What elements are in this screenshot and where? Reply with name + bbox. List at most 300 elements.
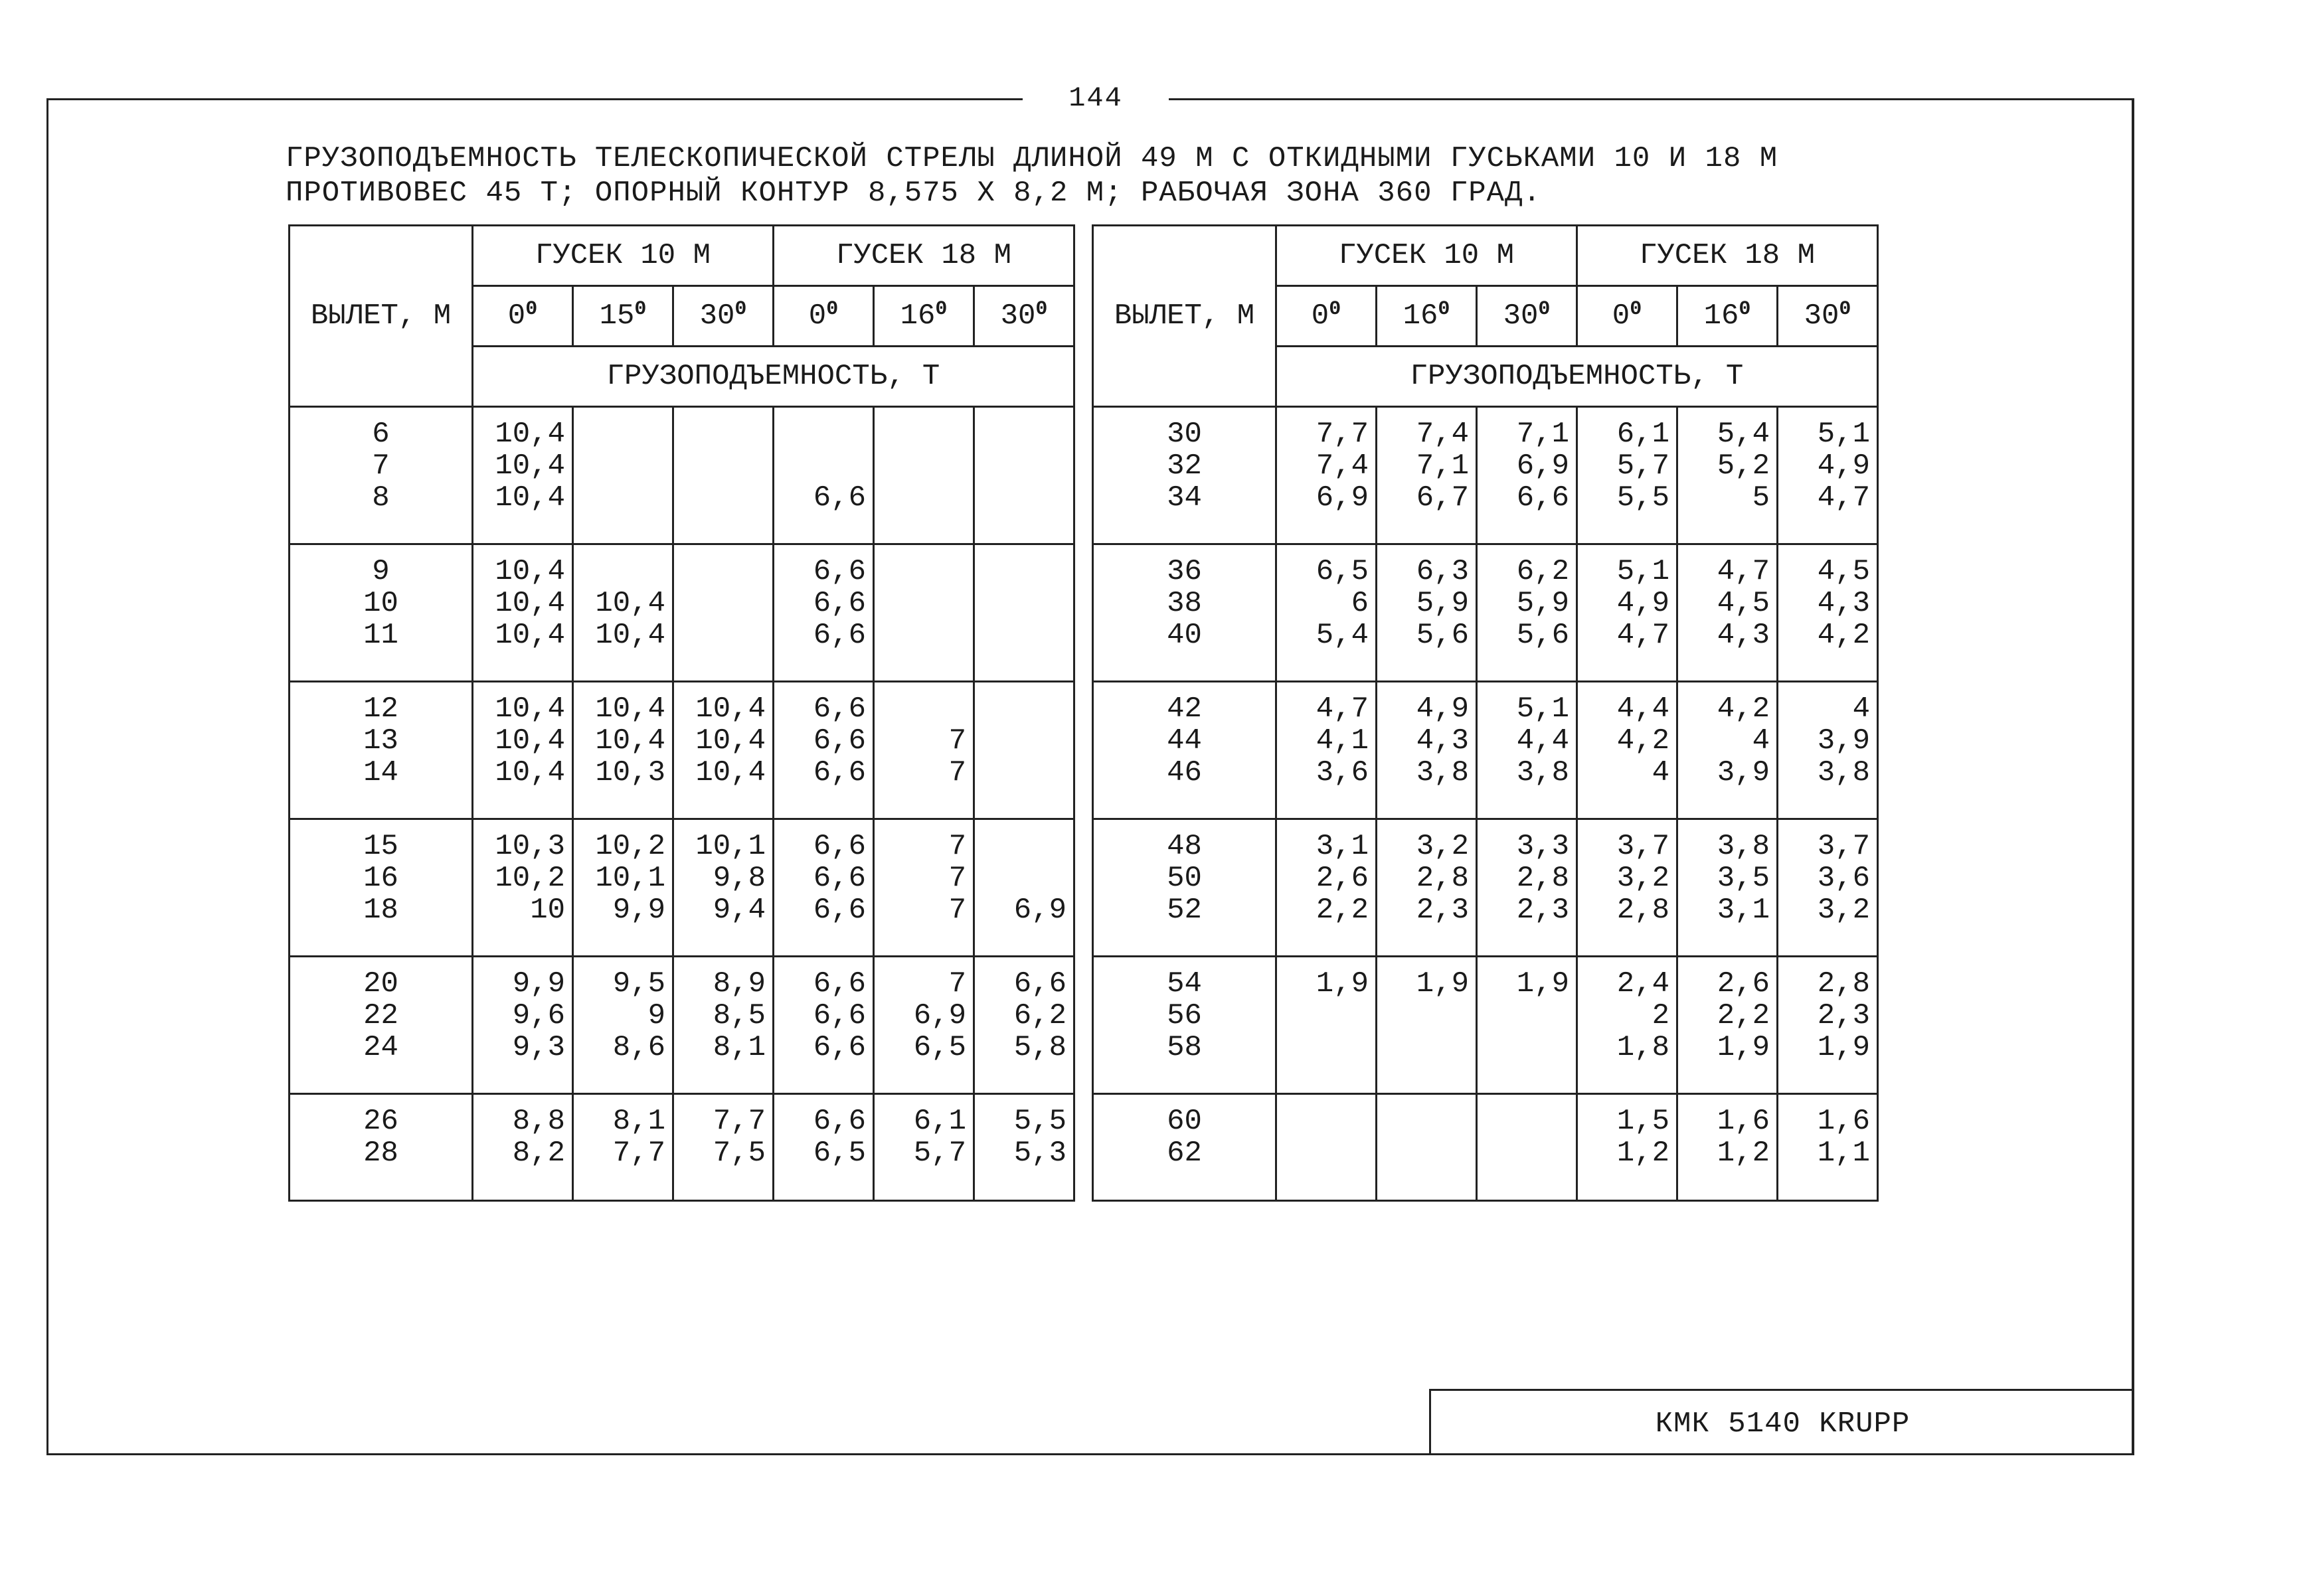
capacity-value xyxy=(574,556,665,588)
capacity-value: 5,4 xyxy=(1316,619,1369,652)
capacity-value: 4,2 xyxy=(1616,724,1669,758)
capacity-cell xyxy=(473,1094,573,1201)
capacity-value: 2,8 xyxy=(1516,862,1569,895)
capacity-cell xyxy=(1677,819,1778,957)
capacity-value: 9,9 xyxy=(612,894,665,927)
capacity-value: 5,6 xyxy=(1516,619,1569,652)
capacity-value xyxy=(875,450,966,482)
capacity-value: 9,6 xyxy=(512,999,565,1032)
degree-mark: 0 xyxy=(1538,298,1551,321)
jib-angle-header xyxy=(473,286,573,347)
capacity-value: 4,9 xyxy=(1616,587,1669,620)
capacity-value: 10,2 xyxy=(495,862,565,895)
capacity-value: 5,3 xyxy=(1013,1137,1066,1170)
capacity-cell xyxy=(673,682,774,819)
capacity-value: 1,2 xyxy=(1616,1137,1669,1170)
capacity-value: 4,2 xyxy=(1817,619,1870,652)
capacity-value xyxy=(774,418,866,450)
capacity-value: 8,5 xyxy=(713,999,766,1032)
reach-value: 13 xyxy=(363,724,398,758)
capacity-value: 7,7 xyxy=(1316,418,1369,451)
capacity-cell xyxy=(1577,1094,1677,1201)
capacity-cell xyxy=(774,957,874,1094)
capacity-value: 3,8 xyxy=(1516,756,1569,789)
jib-angle-header xyxy=(1477,286,1577,347)
capacity-value: 7 xyxy=(948,756,966,789)
capacity-value: 10,4 xyxy=(495,619,565,652)
table-row xyxy=(290,544,1074,682)
degree-mark: 0 xyxy=(525,298,538,321)
reach-value: 32 xyxy=(1167,449,1202,483)
capacity-value: 6,6 xyxy=(813,830,866,863)
capacity-value: 5 xyxy=(1752,481,1770,515)
capacity-value: 2,6 xyxy=(1717,967,1770,1000)
reach-value: 14 xyxy=(363,756,398,789)
angle-value: 30 xyxy=(1503,299,1539,333)
capacity-value: 4,9 xyxy=(1416,692,1469,726)
capacity-value: 4 xyxy=(1752,724,1770,758)
capacity-value: 6,6 xyxy=(1013,967,1066,1000)
capacity-value: 8,2 xyxy=(512,1137,565,1170)
capacity-value: 10,4 xyxy=(695,756,766,789)
capacity-value: 2,3 xyxy=(1817,999,1870,1032)
reach-cell xyxy=(290,957,473,1094)
reach-value: 15 xyxy=(363,830,398,863)
capacity-value: 1,6 xyxy=(1717,1105,1770,1138)
capacity-value: 6,9 xyxy=(913,999,966,1032)
reach-value: 60 xyxy=(1167,1105,1202,1138)
capacity-cell xyxy=(974,957,1074,1094)
header-row-groups xyxy=(290,226,1074,286)
capacity-value: 6,9 xyxy=(1316,481,1369,515)
capacity-value: 4,2 xyxy=(1717,692,1770,726)
capacity-value: 4,7 xyxy=(1717,555,1770,588)
capacity-cell xyxy=(974,682,1074,819)
capacity-cell xyxy=(974,1094,1074,1201)
reach-cell xyxy=(1093,957,1276,1094)
title-line-1: ГРУЗОПОДЪЕМНОСТЬ ТЕЛЕСКОПИЧЕСКОЙ СТРЕЛЫ ДЛИНОЙ 49 М С ОТКИДНЫМИ ГУСЬКАМИ 10 И 18 М xyxy=(286,142,1778,175)
capacity-cell xyxy=(573,407,673,544)
capacity-cell xyxy=(1276,819,1377,957)
capacity-value: 1,9 xyxy=(1516,967,1569,1000)
degree-mark: 0 xyxy=(935,298,948,321)
capacity-value: 6,6 xyxy=(813,1105,866,1138)
capacity-value: 7,7 xyxy=(713,1105,766,1138)
capacity-value: 8,8 xyxy=(512,1105,565,1138)
capacity-value xyxy=(875,556,966,588)
title-line-2: ПРОТИВОВЕС 45 Т; ОПОРНЫЙ КОНТУР 8,575 Х 8,2 М; РАБОЧАЯ ЗОНА 360 ГРАД. xyxy=(286,177,1541,210)
capacity-value: 10,4 xyxy=(495,692,565,726)
reach-value: 12 xyxy=(363,692,398,726)
capacity-table-left xyxy=(288,224,1075,1202)
capacity-value: 3,1 xyxy=(1316,830,1369,863)
capacity-value xyxy=(1277,1137,1369,1169)
capacity-value: 10,3 xyxy=(495,830,565,863)
capacity-value: 4,5 xyxy=(1817,555,1870,588)
capacity-value xyxy=(674,619,766,651)
capacity-value: 3,7 xyxy=(1616,830,1669,863)
capacity-value: 4,7 xyxy=(1817,481,1870,515)
capacity-cell xyxy=(573,682,673,819)
capacity-value: 7,4 xyxy=(1316,449,1369,483)
capacity-value: 6,6 xyxy=(813,555,866,588)
angle-value: 0 xyxy=(1311,299,1329,333)
capacity-value: 5,1 xyxy=(1616,555,1669,588)
reach-cell xyxy=(1093,1094,1276,1201)
reach-value: 16 xyxy=(363,862,398,895)
jib-group-header: ГУСЕК 18 М xyxy=(1577,226,1878,286)
angle-value: 0 xyxy=(1612,299,1630,333)
capacity-cell xyxy=(874,407,974,544)
jib-group-header: ГУСЕК 10 М xyxy=(473,226,774,286)
capacity-value: 6,3 xyxy=(1416,555,1469,588)
capacity-value: 3,9 xyxy=(1717,756,1770,789)
capacity-value xyxy=(975,693,1066,725)
angle-value: 30 xyxy=(699,299,735,333)
capacity-value xyxy=(1377,1105,1469,1137)
capacity-value: 4,3 xyxy=(1817,587,1870,620)
capacity-value: 9,9 xyxy=(512,967,565,1000)
capacity-value: 10,4 xyxy=(495,587,565,620)
capacity-value: 5,5 xyxy=(1616,481,1669,515)
capacity-value xyxy=(975,757,1066,789)
angle-value: 30 xyxy=(1000,299,1036,333)
capacity-cell xyxy=(1377,819,1477,957)
capacity-value: 6,6 xyxy=(813,1031,866,1064)
degree-mark: 0 xyxy=(1438,298,1450,321)
capacity-cell xyxy=(874,544,974,682)
capacity-cell xyxy=(573,1094,673,1201)
reach-value: 10 xyxy=(363,587,398,620)
page-number: 144 xyxy=(1023,78,1169,118)
capacity-value: 7,4 xyxy=(1416,418,1469,451)
capacity-value xyxy=(674,450,766,482)
capacity-value: 1,6 xyxy=(1817,1105,1870,1138)
capacity-cell xyxy=(974,407,1074,544)
capacity-cell xyxy=(874,682,974,819)
reach-value: 52 xyxy=(1167,894,1202,927)
capacity-cell xyxy=(1377,544,1477,682)
capacity-value: 3,2 xyxy=(1616,862,1669,895)
capacity-value xyxy=(1478,1032,1569,1064)
capacity-cell xyxy=(1778,544,1878,682)
capacity-value: 3,8 xyxy=(1717,830,1770,863)
capacity-value xyxy=(875,619,966,651)
table-row xyxy=(1093,544,1878,682)
capacity-cell xyxy=(1677,1094,1778,1201)
capacity-value xyxy=(975,418,1066,450)
capacity-cell xyxy=(774,682,874,819)
reach-cell xyxy=(1093,819,1276,957)
capacity-value: 4,5 xyxy=(1717,587,1770,620)
capacity-value: 8,9 xyxy=(713,967,766,1000)
degree-mark: 0 xyxy=(1739,298,1751,321)
capacity-value: 7 xyxy=(948,967,966,1000)
table-row xyxy=(1093,407,1878,544)
capacity-value: 6,9 xyxy=(1013,894,1066,927)
capacity-value: 8,6 xyxy=(612,1031,665,1064)
angle-value: 16 xyxy=(1403,299,1438,333)
capacity-cell xyxy=(1677,407,1778,544)
capacity-value: 10,4 xyxy=(595,587,665,620)
capacity-value: 5,8 xyxy=(1013,1031,1066,1064)
reach-header: ВЫЛЕТ, М xyxy=(290,226,473,407)
angle-value: 16 xyxy=(900,299,936,333)
reach-value: 58 xyxy=(1167,1031,1202,1064)
capacity-value: 4,9 xyxy=(1817,449,1870,483)
capacity-value xyxy=(975,450,1066,482)
capacity-value: 10,4 xyxy=(495,555,565,588)
degree-mark: 0 xyxy=(826,298,839,321)
capacity-value: 1,9 xyxy=(1717,1031,1770,1064)
degree-mark: 0 xyxy=(1329,298,1341,321)
capacity-cell xyxy=(874,1094,974,1201)
table-row xyxy=(1093,957,1878,1094)
capacity-value: 6,5 xyxy=(913,1031,966,1064)
reach-value: 20 xyxy=(363,967,398,1000)
capacity-value: 10 xyxy=(530,894,565,927)
capacity-value: 9,8 xyxy=(713,862,766,895)
capacity-cell xyxy=(1577,682,1677,819)
capacity-value: 2,4 xyxy=(1616,967,1669,1000)
capacity-value xyxy=(674,556,766,588)
reach-value: 36 xyxy=(1167,555,1202,588)
capacity-value: 9 xyxy=(647,999,665,1032)
capacity-value: 5,7 xyxy=(1616,449,1669,483)
capacity-value: 2,3 xyxy=(1516,894,1569,927)
capacity-value: 8,1 xyxy=(713,1031,766,1064)
jib-angle-header xyxy=(1778,286,1878,347)
capacity-value: 1,9 xyxy=(1817,1031,1870,1064)
capacity-cell xyxy=(1276,1094,1377,1201)
capacity-value: 6,6 xyxy=(1516,481,1569,515)
capacity-cell xyxy=(974,819,1074,957)
capacity-value xyxy=(975,556,1066,588)
capacity-value: 4,4 xyxy=(1616,692,1669,726)
capacity-value: 5,9 xyxy=(1416,587,1469,620)
capacity-value xyxy=(1478,1105,1569,1137)
capacity-cell xyxy=(1577,407,1677,544)
reach-cell xyxy=(290,1094,473,1201)
reach-value: 50 xyxy=(1167,862,1202,895)
capacity-cell xyxy=(1778,957,1878,1094)
capacity-value: 4 xyxy=(1652,756,1669,789)
capacity-cell xyxy=(1677,544,1778,682)
jib-group-header: ГУСЕК 18 М xyxy=(774,226,1074,286)
jib-angle-header xyxy=(1677,286,1778,347)
capacity-cell xyxy=(573,957,673,1094)
capacity-value: 7 xyxy=(948,894,966,927)
capacity-cell xyxy=(1677,957,1778,1094)
capacity-cell xyxy=(1477,957,1577,1094)
capacity-value: 2,8 xyxy=(1817,967,1870,1000)
capacity-value xyxy=(1277,1105,1369,1137)
capacity-value: 3,3 xyxy=(1516,830,1569,863)
capacity-cell xyxy=(1477,1094,1577,1201)
capacity-header: ГРУЗОПОДЪЕМНОСТЬ, Т xyxy=(473,347,1074,407)
reach-value: 44 xyxy=(1167,724,1202,758)
capacity-value: 1,1 xyxy=(1817,1137,1870,1170)
table-row xyxy=(290,819,1074,957)
capacity-cell xyxy=(673,544,774,682)
capacity-value: 10,4 xyxy=(495,449,565,483)
capacity-value: 8,1 xyxy=(612,1105,665,1138)
capacity-cell xyxy=(774,544,874,682)
capacity-value xyxy=(875,482,966,514)
capacity-cell xyxy=(473,544,573,682)
capacity-cell xyxy=(1377,957,1477,1094)
angle-value: 0 xyxy=(808,299,827,333)
capacity-value xyxy=(674,482,766,514)
reach-value: 42 xyxy=(1167,692,1202,726)
capacity-value: 6,6 xyxy=(813,692,866,726)
reach-value: 46 xyxy=(1167,756,1202,789)
capacity-value: 4,7 xyxy=(1316,692,1369,726)
capacity-value xyxy=(1377,1000,1469,1032)
capacity-value: 10,4 xyxy=(495,418,565,451)
angle-value: 15 xyxy=(599,299,635,333)
capacity-value: 6,6 xyxy=(813,481,866,515)
capacity-value: 3,6 xyxy=(1817,862,1870,895)
capacity-cell xyxy=(1377,682,1477,819)
capacity-value: 10,4 xyxy=(495,756,565,789)
reach-value: 56 xyxy=(1167,999,1202,1032)
angle-value: 30 xyxy=(1804,299,1839,333)
capacity-cell xyxy=(1377,1094,1477,1201)
capacity-value: 2 xyxy=(1652,999,1669,1032)
capacity-value: 4,7 xyxy=(1616,619,1669,652)
capacity-cell xyxy=(1276,544,1377,682)
capacity-value xyxy=(975,831,1066,862)
capacity-cell xyxy=(673,819,774,957)
capacity-value: 7 xyxy=(948,724,966,758)
degree-mark: 0 xyxy=(634,298,647,321)
jib-angle-header xyxy=(774,286,874,347)
capacity-value xyxy=(1377,1137,1469,1169)
capacity-value xyxy=(1377,1032,1469,1064)
capacity-cell xyxy=(1577,819,1677,957)
reach-header: ВЫЛЕТ, М xyxy=(1093,226,1276,407)
jib-angle-header xyxy=(673,286,774,347)
capacity-cell xyxy=(473,407,573,544)
capacity-cell xyxy=(1577,957,1677,1094)
jib-angle-header xyxy=(573,286,673,347)
capacity-value: 6,6 xyxy=(813,756,866,789)
capacity-cell xyxy=(473,682,573,819)
reach-value: 38 xyxy=(1167,587,1202,620)
reach-value: 62 xyxy=(1167,1137,1202,1170)
capacity-value xyxy=(574,418,665,450)
capacity-value: 2,2 xyxy=(1717,999,1770,1032)
angle-value: 0 xyxy=(507,299,526,333)
capacity-value: 5,9 xyxy=(1516,587,1569,620)
capacity-value: 3,1 xyxy=(1717,894,1770,927)
capacity-value: 7,5 xyxy=(713,1137,766,1170)
table-row xyxy=(1093,819,1878,957)
capacity-cell xyxy=(673,407,774,544)
capacity-value: 9,5 xyxy=(612,967,665,1000)
reach-cell xyxy=(290,682,473,819)
reach-value: 6 xyxy=(372,418,390,451)
capacity-value: 6,6 xyxy=(813,619,866,652)
capacity-cell xyxy=(1276,957,1377,1094)
degree-mark: 0 xyxy=(1630,298,1642,321)
capacity-value: 10,4 xyxy=(495,724,565,758)
reach-value: 48 xyxy=(1167,830,1202,863)
capacity-value xyxy=(674,588,766,619)
capacity-value: 3,2 xyxy=(1416,830,1469,863)
capacity-value: 10,4 xyxy=(695,724,766,758)
capacity-value: 6,7 xyxy=(1416,481,1469,515)
angle-value: 16 xyxy=(1703,299,1739,333)
capacity-value: 10,3 xyxy=(595,756,665,789)
capacity-cell xyxy=(1477,407,1577,544)
capacity-value: 2,3 xyxy=(1416,894,1469,927)
capacity-value: 2,8 xyxy=(1616,894,1669,927)
capacity-value: 3,8 xyxy=(1817,756,1870,789)
jib-angle-header xyxy=(974,286,1074,347)
table-row xyxy=(1093,682,1878,819)
capacity-value: 6,6 xyxy=(813,999,866,1032)
reach-value: 54 xyxy=(1167,967,1202,1000)
degree-mark: 0 xyxy=(1035,298,1048,321)
table-row xyxy=(290,682,1074,819)
capacity-cell xyxy=(1276,407,1377,544)
reach-value: 24 xyxy=(363,1031,398,1064)
capacity-value: 4 xyxy=(1852,692,1870,726)
capacity-value: 4,3 xyxy=(1717,619,1770,652)
capacity-value xyxy=(574,450,665,482)
capacity-value: 6,6 xyxy=(813,862,866,895)
capacity-value: 5,2 xyxy=(1717,449,1770,483)
capacity-value: 7,1 xyxy=(1516,418,1569,451)
capacity-value: 6,2 xyxy=(1013,999,1066,1032)
reach-value: 34 xyxy=(1167,481,1202,515)
capacity-cell xyxy=(1276,682,1377,819)
table-row xyxy=(1093,1094,1878,1201)
reach-cell xyxy=(290,407,473,544)
reach-value: 30 xyxy=(1167,418,1202,451)
capacity-cell xyxy=(1778,819,1878,957)
header-row-groups xyxy=(1093,226,1878,286)
reach-cell xyxy=(1093,682,1276,819)
capacity-value: 10,2 xyxy=(595,830,665,863)
capacity-value: 6,1 xyxy=(913,1105,966,1138)
capacity-value: 5,5 xyxy=(1013,1105,1066,1138)
capacity-cell xyxy=(1477,682,1577,819)
capacity-value: 2,6 xyxy=(1316,862,1369,895)
capacity-value: 6,5 xyxy=(813,1137,866,1170)
reach-cell xyxy=(1093,544,1276,682)
capacity-value: 3,2 xyxy=(1817,894,1870,927)
capacity-value xyxy=(1277,1032,1369,1064)
capacity-cell xyxy=(974,544,1074,682)
capacity-value: 6,1 xyxy=(1616,418,1669,451)
reach-value: 28 xyxy=(363,1137,398,1170)
reach-value: 18 xyxy=(363,894,398,927)
capacity-cell xyxy=(774,1094,874,1201)
degree-mark: 0 xyxy=(1839,298,1851,321)
capacity-value: 10,4 xyxy=(595,692,665,726)
capacity-value: 7 xyxy=(948,830,966,863)
capacity-cell xyxy=(573,819,673,957)
capacity-value: 9,3 xyxy=(512,1031,565,1064)
capacity-value: 10,4 xyxy=(595,619,665,652)
capacity-value: 4,3 xyxy=(1416,724,1469,758)
capacity-value: 3,8 xyxy=(1416,756,1469,789)
capacity-value xyxy=(875,588,966,619)
capacity-value: 1,9 xyxy=(1316,967,1369,1000)
